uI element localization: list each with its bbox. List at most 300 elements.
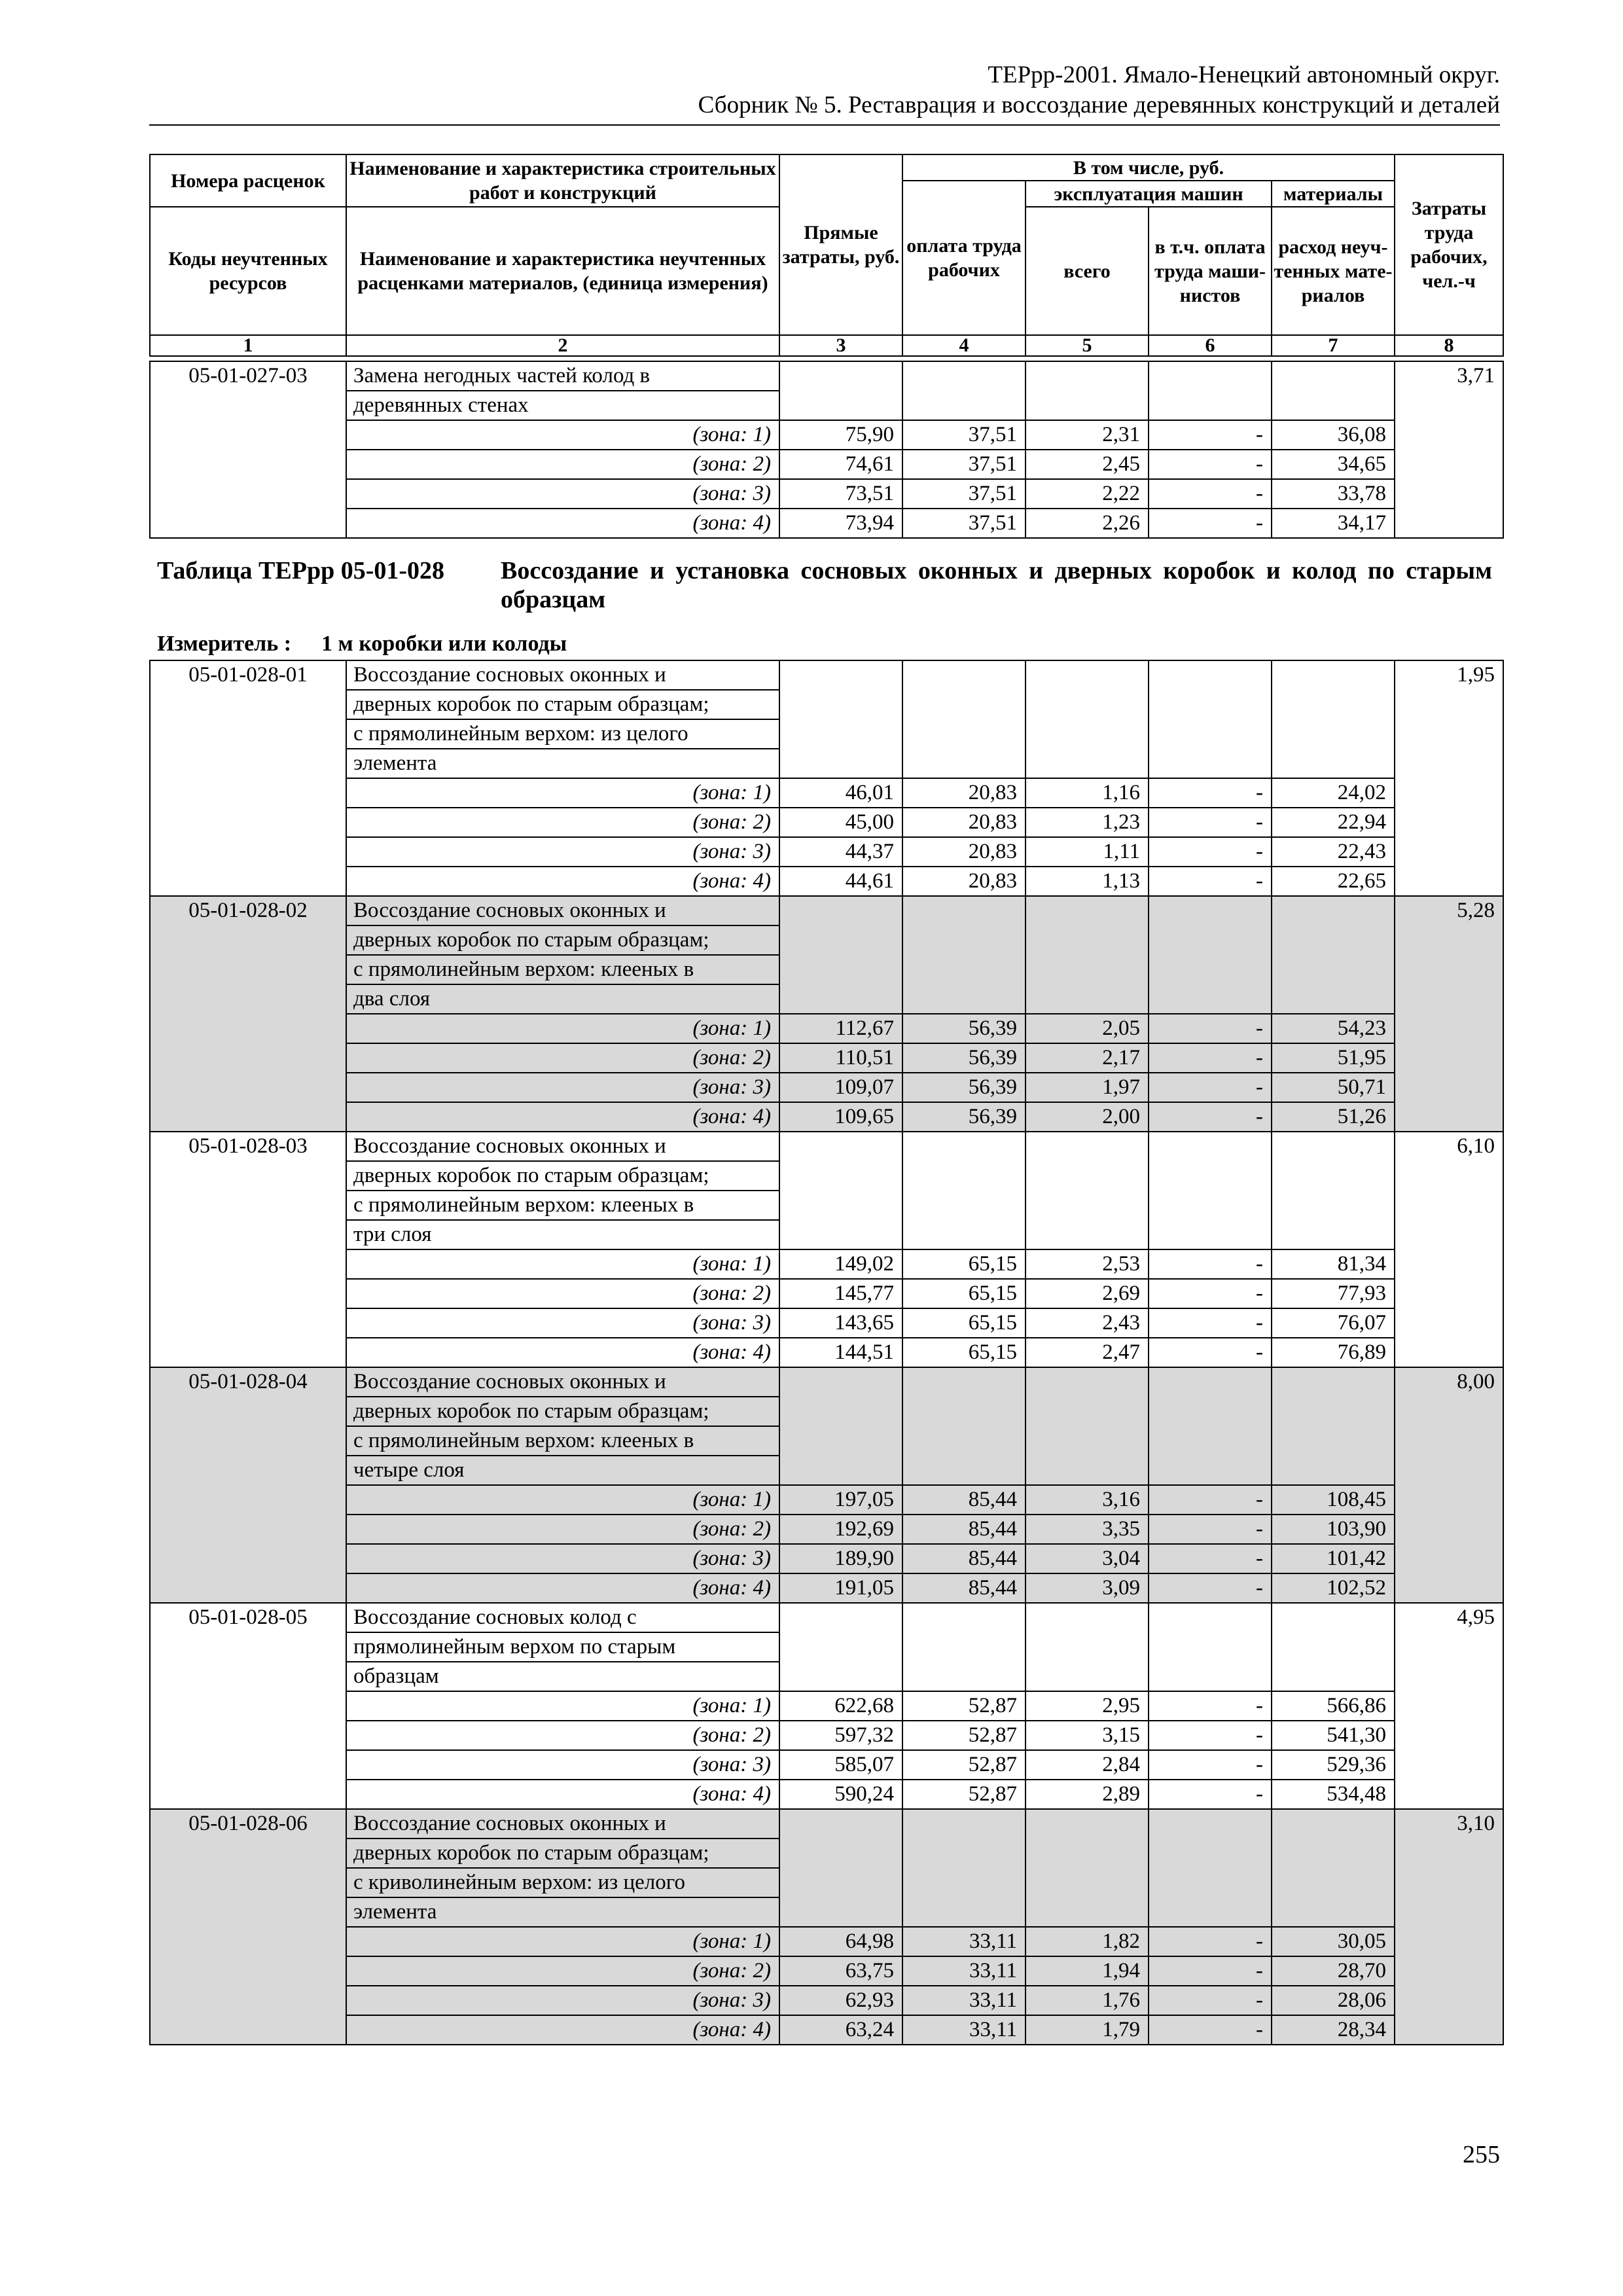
wages-value: 37,51 bbox=[902, 509, 1026, 538]
machines-value: 1,97 bbox=[1026, 1073, 1149, 1102]
direct-costs-value: 62,93 bbox=[779, 1986, 902, 2015]
empty-cell bbox=[1272, 896, 1395, 1014]
direct-costs-value: 112,67 bbox=[779, 1014, 902, 1043]
rate-code: 05-01-028-01 bbox=[150, 660, 346, 896]
zone-label: (зона: 4) bbox=[346, 867, 779, 896]
materials-value: 541,30 bbox=[1272, 1721, 1395, 1750]
wages-value: 37,51 bbox=[902, 420, 1026, 450]
direct-costs-value: 73,94 bbox=[779, 509, 902, 538]
header-direct-costs: Прямые затраты, руб. bbox=[779, 154, 902, 335]
zone-row bbox=[150, 867, 1503, 896]
zone-row bbox=[150, 1485, 1503, 1515]
wages-value: 56,39 bbox=[902, 1102, 1026, 1132]
wages-value: 20,83 bbox=[902, 808, 1026, 837]
zone-label: (зона: 3) bbox=[346, 1544, 779, 1573]
direct-costs-value: 46,01 bbox=[779, 778, 902, 808]
labor-cost: 4,95 bbox=[1395, 1603, 1503, 1809]
empty-cell bbox=[902, 361, 1026, 420]
machinist-wages-value: - bbox=[1149, 450, 1272, 479]
header-materials: материалы bbox=[1272, 181, 1395, 207]
machines-value: 3,09 bbox=[1026, 1573, 1149, 1603]
zone-label: (зона: 4) bbox=[346, 1338, 779, 1367]
zone-label: (зона: 4) bbox=[346, 1102, 779, 1132]
work-description-line: элемента bbox=[346, 749, 779, 778]
table-prev-section bbox=[149, 361, 1504, 539]
direct-costs-value: 73,51 bbox=[779, 479, 902, 509]
materials-value: 34,17 bbox=[1272, 509, 1395, 538]
zone-label: (зона: 2) bbox=[346, 1956, 779, 1986]
zone-row bbox=[150, 1073, 1503, 1102]
header-col-number: 4 bbox=[902, 335, 1026, 356]
empty-cell bbox=[1026, 1132, 1149, 1249]
empty-cell bbox=[1026, 896, 1149, 1014]
empty-cell bbox=[1272, 1603, 1395, 1691]
zone-label: (зона: 2) bbox=[346, 1043, 779, 1073]
table-title-text: Воссоздание и установка сосновых оконных и дверных коробок и колод по старым образцам bbox=[501, 557, 1492, 613]
materials-value: 81,34 bbox=[1272, 1249, 1395, 1279]
wages-value: 20,83 bbox=[902, 778, 1026, 808]
zone-row bbox=[150, 1691, 1503, 1721]
work-description-line: элемента bbox=[346, 1897, 779, 1927]
header-machines-total: всего bbox=[1026, 207, 1149, 335]
machinist-wages-value: - bbox=[1149, 808, 1272, 837]
machinist-wages-value: - bbox=[1149, 1515, 1272, 1544]
wages-value: 52,87 bbox=[902, 1721, 1026, 1750]
empty-cell bbox=[1272, 660, 1395, 778]
zone-row bbox=[150, 479, 1503, 509]
materials-value: 76,07 bbox=[1272, 1308, 1395, 1338]
header-rule bbox=[149, 124, 1500, 126]
rate-code: 05-01-028-05 bbox=[150, 1603, 346, 1809]
direct-costs-value: 45,00 bbox=[779, 808, 902, 837]
direct-costs-value: 109,07 bbox=[779, 1073, 902, 1102]
materials-value: 22,65 bbox=[1272, 867, 1395, 896]
empty-cell bbox=[1026, 1603, 1149, 1691]
materials-value: 529,36 bbox=[1272, 1750, 1395, 1780]
work-description-line: прямолинейным верхом по старым bbox=[346, 1632, 779, 1662]
table-row bbox=[150, 1367, 1503, 1397]
materials-value: 51,95 bbox=[1272, 1043, 1395, 1073]
empty-cell bbox=[902, 1603, 1026, 1691]
empty-cell bbox=[1026, 660, 1149, 778]
machinist-wages-value: - bbox=[1149, 1043, 1272, 1073]
machines-value: 3,16 bbox=[1026, 1485, 1149, 1515]
header-col-number: 1 bbox=[150, 335, 346, 356]
machinist-wages-value: - bbox=[1149, 867, 1272, 896]
table-section-028 bbox=[149, 660, 1504, 2045]
empty-cell bbox=[779, 1367, 902, 1485]
header-col-number: 5 bbox=[1026, 335, 1149, 356]
materials-value: 28,34 bbox=[1272, 2015, 1395, 2045]
table-row bbox=[150, 1603, 1503, 1632]
zone-row bbox=[150, 1927, 1503, 1956]
direct-costs-value: 189,90 bbox=[779, 1544, 902, 1573]
labor-cost: 1,95 bbox=[1395, 660, 1503, 896]
machines-value: 2,17 bbox=[1026, 1043, 1149, 1073]
wages-value: 85,44 bbox=[902, 1573, 1026, 1603]
empty-cell bbox=[779, 1132, 902, 1249]
zone-row bbox=[150, 1279, 1503, 1308]
header-col1-bottom: Коды неучтенных ресурсов bbox=[150, 207, 346, 335]
zone-row bbox=[150, 509, 1503, 538]
header-labor-costs: Затраты труда рабочих, чел.-ч bbox=[1395, 154, 1503, 335]
empty-cell bbox=[1149, 1809, 1272, 1927]
work-description-line: два слоя bbox=[346, 984, 779, 1014]
machines-value: 1,76 bbox=[1026, 1986, 1149, 2015]
machinist-wages-value: - bbox=[1149, 1780, 1272, 1809]
empty-cell bbox=[1149, 1132, 1272, 1249]
machines-value: 1,82 bbox=[1026, 1927, 1149, 1956]
zone-label: (зона: 4) bbox=[346, 509, 779, 538]
machinist-wages-value: - bbox=[1149, 1073, 1272, 1102]
machinist-wages-value: - bbox=[1149, 1338, 1272, 1367]
empty-cell bbox=[902, 1367, 1026, 1485]
work-description-line: с криволинейным верхом: из целого bbox=[346, 1868, 779, 1897]
wages-value: 85,44 bbox=[902, 1515, 1026, 1544]
zone-label: (зона: 2) bbox=[346, 1515, 779, 1544]
work-description-line: три слоя bbox=[346, 1220, 779, 1249]
materials-value: 108,45 bbox=[1272, 1485, 1395, 1515]
labor-cost: 5,28 bbox=[1395, 896, 1503, 1132]
work-description-line: Воссоздание сосновых колод с bbox=[346, 1603, 779, 1632]
zone-label: (зона: 3) bbox=[346, 1073, 779, 1102]
machinist-wages-value: - bbox=[1149, 1573, 1272, 1603]
labor-cost: 3,71 bbox=[1395, 361, 1503, 538]
direct-costs-value: 149,02 bbox=[779, 1249, 902, 1279]
machines-value: 2,05 bbox=[1026, 1014, 1149, 1043]
measure-label: Измеритель : bbox=[157, 632, 292, 656]
empty-cell bbox=[1149, 660, 1272, 778]
empty-cell bbox=[902, 660, 1026, 778]
zone-label: (зона: 2) bbox=[346, 1721, 779, 1750]
machinist-wages-value: - bbox=[1149, 509, 1272, 538]
work-description-line: Воссоздание сосновых оконных и bbox=[346, 660, 779, 690]
materials-value: 76,89 bbox=[1272, 1338, 1395, 1367]
labor-cost: 6,10 bbox=[1395, 1132, 1503, 1367]
rate-code: 05-01-027-03 bbox=[150, 361, 346, 538]
machines-value: 2,43 bbox=[1026, 1308, 1149, 1338]
header-col-number: 8 bbox=[1395, 335, 1503, 356]
machinist-wages-value: - bbox=[1149, 1279, 1272, 1308]
header-including: В том числе, руб. bbox=[902, 154, 1395, 181]
direct-costs-value: 143,65 bbox=[779, 1308, 902, 1338]
empty-cell bbox=[1272, 1809, 1395, 1927]
wages-value: 56,39 bbox=[902, 1043, 1026, 1073]
machinist-wages-value: - bbox=[1149, 1249, 1272, 1279]
machinist-wages-value: - bbox=[1149, 1014, 1272, 1043]
empty-cell bbox=[1026, 1809, 1149, 1927]
running-header bbox=[149, 60, 1500, 120]
zone-label: (зона: 3) bbox=[346, 837, 779, 867]
zone-row bbox=[150, 1750, 1503, 1780]
table-row bbox=[150, 660, 1503, 690]
machines-value: 1,79 bbox=[1026, 2015, 1149, 2045]
header-col2-bottom: Наименование и характеристика неучтенных расценками материалов, (единица измерения) bbox=[346, 207, 779, 335]
machines-value: 1,94 bbox=[1026, 1956, 1149, 1986]
direct-costs-value: 74,61 bbox=[779, 450, 902, 479]
machinist-wages-value: - bbox=[1149, 1986, 1272, 2015]
wages-value: 37,51 bbox=[902, 479, 1026, 509]
wages-value: 65,15 bbox=[902, 1338, 1026, 1367]
direct-costs-value: 192,69 bbox=[779, 1515, 902, 1544]
materials-value: 28,06 bbox=[1272, 1986, 1395, 2015]
zone-row bbox=[150, 1308, 1503, 1338]
zone-label: (зона: 3) bbox=[346, 1986, 779, 2015]
header-machinist-wages: в т.ч. оплата труда маши-нистов bbox=[1149, 207, 1272, 335]
zone-row bbox=[150, 2015, 1503, 2045]
empty-cell bbox=[1272, 361, 1395, 420]
direct-costs-value: 145,77 bbox=[779, 1279, 902, 1308]
header-col-number: 3 bbox=[779, 335, 902, 356]
machinist-wages-value: - bbox=[1149, 1721, 1272, 1750]
wages-value: 85,44 bbox=[902, 1544, 1026, 1573]
machines-value: 2,31 bbox=[1026, 420, 1149, 450]
measure-unit bbox=[157, 631, 567, 657]
machinist-wages-value: - bbox=[1149, 1102, 1272, 1132]
wages-value: 52,87 bbox=[902, 1691, 1026, 1721]
empty-cell bbox=[902, 1132, 1026, 1249]
zone-row bbox=[150, 1249, 1503, 1279]
work-description-line: Воссоздание сосновых оконных и bbox=[346, 1132, 779, 1161]
materials-value: 102,52 bbox=[1272, 1573, 1395, 1603]
machines-value: 2,26 bbox=[1026, 509, 1149, 538]
work-description-line: с прямолинейным верхом: клееных в bbox=[346, 1426, 779, 1456]
wages-value: 52,87 bbox=[902, 1750, 1026, 1780]
machines-value: 2,22 bbox=[1026, 479, 1149, 509]
materials-value: 101,42 bbox=[1272, 1544, 1395, 1573]
work-description-line: дверных коробок по старым образцам; bbox=[346, 1161, 779, 1191]
table-title-label: Таблица ТЕРрр 05-01-028 bbox=[157, 557, 445, 584]
machines-value: 1,23 bbox=[1026, 808, 1149, 837]
materials-value: 24,02 bbox=[1272, 778, 1395, 808]
empty-cell bbox=[1149, 1367, 1272, 1485]
direct-costs-value: 63,24 bbox=[779, 2015, 902, 2045]
zone-row bbox=[150, 808, 1503, 837]
zone-label: (зона: 4) bbox=[346, 2015, 779, 2045]
work-description-line: Воссоздание сосновых оконных и bbox=[346, 896, 779, 925]
wages-value: 37,51 bbox=[902, 450, 1026, 479]
zone-row bbox=[150, 778, 1503, 808]
machines-value: 1,13 bbox=[1026, 867, 1149, 896]
direct-costs-value: 622,68 bbox=[779, 1691, 902, 1721]
work-description-line: дверных коробок по старым образцам; bbox=[346, 1397, 779, 1426]
direct-costs-value: 191,05 bbox=[779, 1573, 902, 1603]
header-col-number: 2 bbox=[346, 335, 779, 356]
zone-row bbox=[150, 1014, 1503, 1043]
direct-costs-value: 585,07 bbox=[779, 1750, 902, 1780]
direct-costs-value: 590,24 bbox=[779, 1780, 902, 1809]
zone-row bbox=[150, 450, 1503, 479]
empty-cell bbox=[779, 1603, 902, 1691]
wages-value: 56,39 bbox=[902, 1014, 1026, 1043]
direct-costs-value: 597,32 bbox=[779, 1721, 902, 1750]
materials-value: 28,70 bbox=[1272, 1956, 1395, 1986]
labor-cost: 8,00 bbox=[1395, 1367, 1503, 1603]
direct-costs-value: 44,37 bbox=[779, 837, 902, 867]
wages-value: 20,83 bbox=[902, 867, 1026, 896]
machinist-wages-value: - bbox=[1149, 1927, 1272, 1956]
empty-cell bbox=[1149, 361, 1272, 420]
work-description-line: дверных коробок по старым образцам; bbox=[346, 925, 779, 955]
zone-label: (зона: 1) bbox=[346, 778, 779, 808]
header-col-number: 6 bbox=[1149, 335, 1272, 356]
machines-value: 3,15 bbox=[1026, 1721, 1149, 1750]
machinist-wages-value: - bbox=[1149, 2015, 1272, 2045]
table-header bbox=[149, 154, 1504, 357]
empty-cell bbox=[1026, 1367, 1149, 1485]
zone-label: (зона: 2) bbox=[346, 1279, 779, 1308]
machinist-wages-value: - bbox=[1149, 778, 1272, 808]
direct-costs-value: 144,51 bbox=[779, 1338, 902, 1367]
empty-cell bbox=[902, 896, 1026, 1014]
materials-value: 534,48 bbox=[1272, 1780, 1395, 1809]
materials-value: 30,05 bbox=[1272, 1927, 1395, 1956]
empty-cell bbox=[779, 361, 902, 420]
zone-row bbox=[150, 1780, 1503, 1809]
wages-value: 56,39 bbox=[902, 1073, 1026, 1102]
machinist-wages-value: - bbox=[1149, 1308, 1272, 1338]
machines-value: 2,47 bbox=[1026, 1338, 1149, 1367]
empty-cell bbox=[779, 1809, 902, 1927]
zone-row bbox=[150, 1338, 1503, 1367]
direct-costs-value: 75,90 bbox=[779, 420, 902, 450]
zone-row bbox=[150, 1515, 1503, 1544]
empty-cell bbox=[1272, 1367, 1395, 1485]
machinist-wages-value: - bbox=[1149, 420, 1272, 450]
materials-value: 50,71 bbox=[1272, 1073, 1395, 1102]
rate-code: 05-01-028-06 bbox=[150, 1809, 346, 2045]
zone-label: (зона: 1) bbox=[346, 1691, 779, 1721]
zone-row bbox=[150, 1956, 1503, 1986]
wages-value: 33,11 bbox=[902, 1986, 1026, 2015]
zone-label: (зона: 4) bbox=[346, 1780, 779, 1809]
zone-label: (зона: 3) bbox=[346, 1750, 779, 1780]
zone-row bbox=[150, 1573, 1503, 1603]
machines-value: 2,89 bbox=[1026, 1780, 1149, 1809]
direct-costs-value: 197,05 bbox=[779, 1485, 902, 1515]
wages-value: 52,87 bbox=[902, 1780, 1026, 1809]
machines-value: 2,00 bbox=[1026, 1102, 1149, 1132]
machines-value: 2,69 bbox=[1026, 1279, 1149, 1308]
zone-label: (зона: 4) bbox=[346, 1573, 779, 1603]
materials-value: 22,43 bbox=[1272, 837, 1395, 867]
direct-costs-value: 64,98 bbox=[779, 1927, 902, 1956]
work-description-line: Замена негодных частей колод в bbox=[346, 361, 779, 391]
zone-row bbox=[150, 1986, 1503, 2015]
materials-value: 77,93 bbox=[1272, 1279, 1395, 1308]
work-description-line: образцам bbox=[346, 1662, 779, 1691]
work-description-line: четыре слоя bbox=[346, 1456, 779, 1485]
zone-row bbox=[150, 420, 1503, 450]
empty-cell bbox=[902, 1809, 1026, 1927]
work-description-line: с прямолинейным верхом: клееных в bbox=[346, 1191, 779, 1220]
machinist-wages-value: - bbox=[1149, 1956, 1272, 1986]
materials-value: 54,23 bbox=[1272, 1014, 1395, 1043]
machines-value: 1,11 bbox=[1026, 837, 1149, 867]
empty-cell bbox=[1272, 1132, 1395, 1249]
zone-label: (зона: 1) bbox=[346, 420, 779, 450]
machines-value: 2,95 bbox=[1026, 1691, 1149, 1721]
wages-value: 33,11 bbox=[902, 1956, 1026, 1986]
zone-label: (зона: 1) bbox=[346, 1249, 779, 1279]
rate-code: 05-01-028-02 bbox=[150, 896, 346, 1132]
zone-row bbox=[150, 1544, 1503, 1573]
zone-row bbox=[150, 1043, 1503, 1073]
empty-cell bbox=[1149, 896, 1272, 1014]
machines-value: 2,45 bbox=[1026, 450, 1149, 479]
machinist-wages-value: - bbox=[1149, 479, 1272, 509]
machinist-wages-value: - bbox=[1149, 1750, 1272, 1780]
materials-value: 103,90 bbox=[1272, 1515, 1395, 1544]
machinist-wages-value: - bbox=[1149, 1691, 1272, 1721]
wages-value: 65,15 bbox=[902, 1308, 1026, 1338]
empty-cell bbox=[779, 896, 902, 1014]
work-description-line: с прямолинейным верхом: из целого bbox=[346, 719, 779, 749]
wages-value: 65,15 bbox=[902, 1279, 1026, 1308]
work-description-line: Воссоздание сосновых оконных и bbox=[346, 1809, 779, 1839]
zone-label: (зона: 1) bbox=[346, 1927, 779, 1956]
machinist-wages-value: - bbox=[1149, 837, 1272, 867]
direct-costs-value: 44,61 bbox=[779, 867, 902, 896]
materials-value: 36,08 bbox=[1272, 420, 1395, 450]
wages-value: 33,11 bbox=[902, 2015, 1026, 2045]
header-unaccounted-materials: расход неуч-тенных мате-риалов bbox=[1272, 207, 1395, 335]
table-row bbox=[150, 1809, 1503, 1839]
direct-costs-value: 110,51 bbox=[779, 1043, 902, 1073]
empty-cell bbox=[779, 660, 902, 778]
header-col-number: 7 bbox=[1272, 335, 1395, 356]
wages-value: 65,15 bbox=[902, 1249, 1026, 1279]
header-col1-top: Номера расценок bbox=[150, 154, 346, 207]
zone-label: (зона: 3) bbox=[346, 479, 779, 509]
empty-cell bbox=[1026, 361, 1149, 420]
machines-value: 1,16 bbox=[1026, 778, 1149, 808]
work-description-line: дверных коробок по старым образцам; bbox=[346, 1839, 779, 1868]
header-line-1: ТЕРрр-2001. Ямало-Ненецкий автономный округ. bbox=[988, 62, 1500, 88]
work-description-line: Воссоздание сосновых оконных и bbox=[346, 1367, 779, 1397]
machines-value: 2,53 bbox=[1026, 1249, 1149, 1279]
materials-value: 566,86 bbox=[1272, 1691, 1395, 1721]
direct-costs-value: 109,65 bbox=[779, 1102, 902, 1132]
empty-cell bbox=[1149, 1603, 1272, 1691]
machinist-wages-value: - bbox=[1149, 1544, 1272, 1573]
wages-value: 85,44 bbox=[902, 1485, 1026, 1515]
machines-value: 3,04 bbox=[1026, 1544, 1149, 1573]
work-description-line: с прямолинейным верхом: клееных в bbox=[346, 955, 779, 984]
machines-value: 2,84 bbox=[1026, 1750, 1149, 1780]
work-description-line: деревянных стенах bbox=[346, 391, 779, 420]
machines-value: 3,35 bbox=[1026, 1515, 1149, 1544]
rate-code: 05-01-028-03 bbox=[150, 1132, 346, 1367]
zone-label: (зона: 2) bbox=[346, 450, 779, 479]
measure-value: 1 м коробки или колоды bbox=[321, 632, 567, 656]
rate-code: 05-01-028-04 bbox=[150, 1367, 346, 1603]
materials-value: 51,26 bbox=[1272, 1102, 1395, 1132]
zone-label: (зона: 2) bbox=[346, 808, 779, 837]
table-row bbox=[150, 1132, 1503, 1161]
header-machines: эксплуатация машин bbox=[1026, 181, 1272, 207]
wages-value: 33,11 bbox=[902, 1927, 1026, 1956]
zone-label: (зона: 1) bbox=[346, 1485, 779, 1515]
zone-row bbox=[150, 1102, 1503, 1132]
header-line-2: Сборник № 5. Реставрация и воссоздание деревянных конструкций и деталей bbox=[698, 92, 1500, 118]
labor-cost: 3,10 bbox=[1395, 1809, 1503, 2045]
page-number: 255 bbox=[1463, 2141, 1500, 2168]
zone-row bbox=[150, 1721, 1503, 1750]
materials-value: 34,65 bbox=[1272, 450, 1395, 479]
direct-costs-value: 63,75 bbox=[779, 1956, 902, 1986]
wages-value: 20,83 bbox=[902, 837, 1026, 867]
